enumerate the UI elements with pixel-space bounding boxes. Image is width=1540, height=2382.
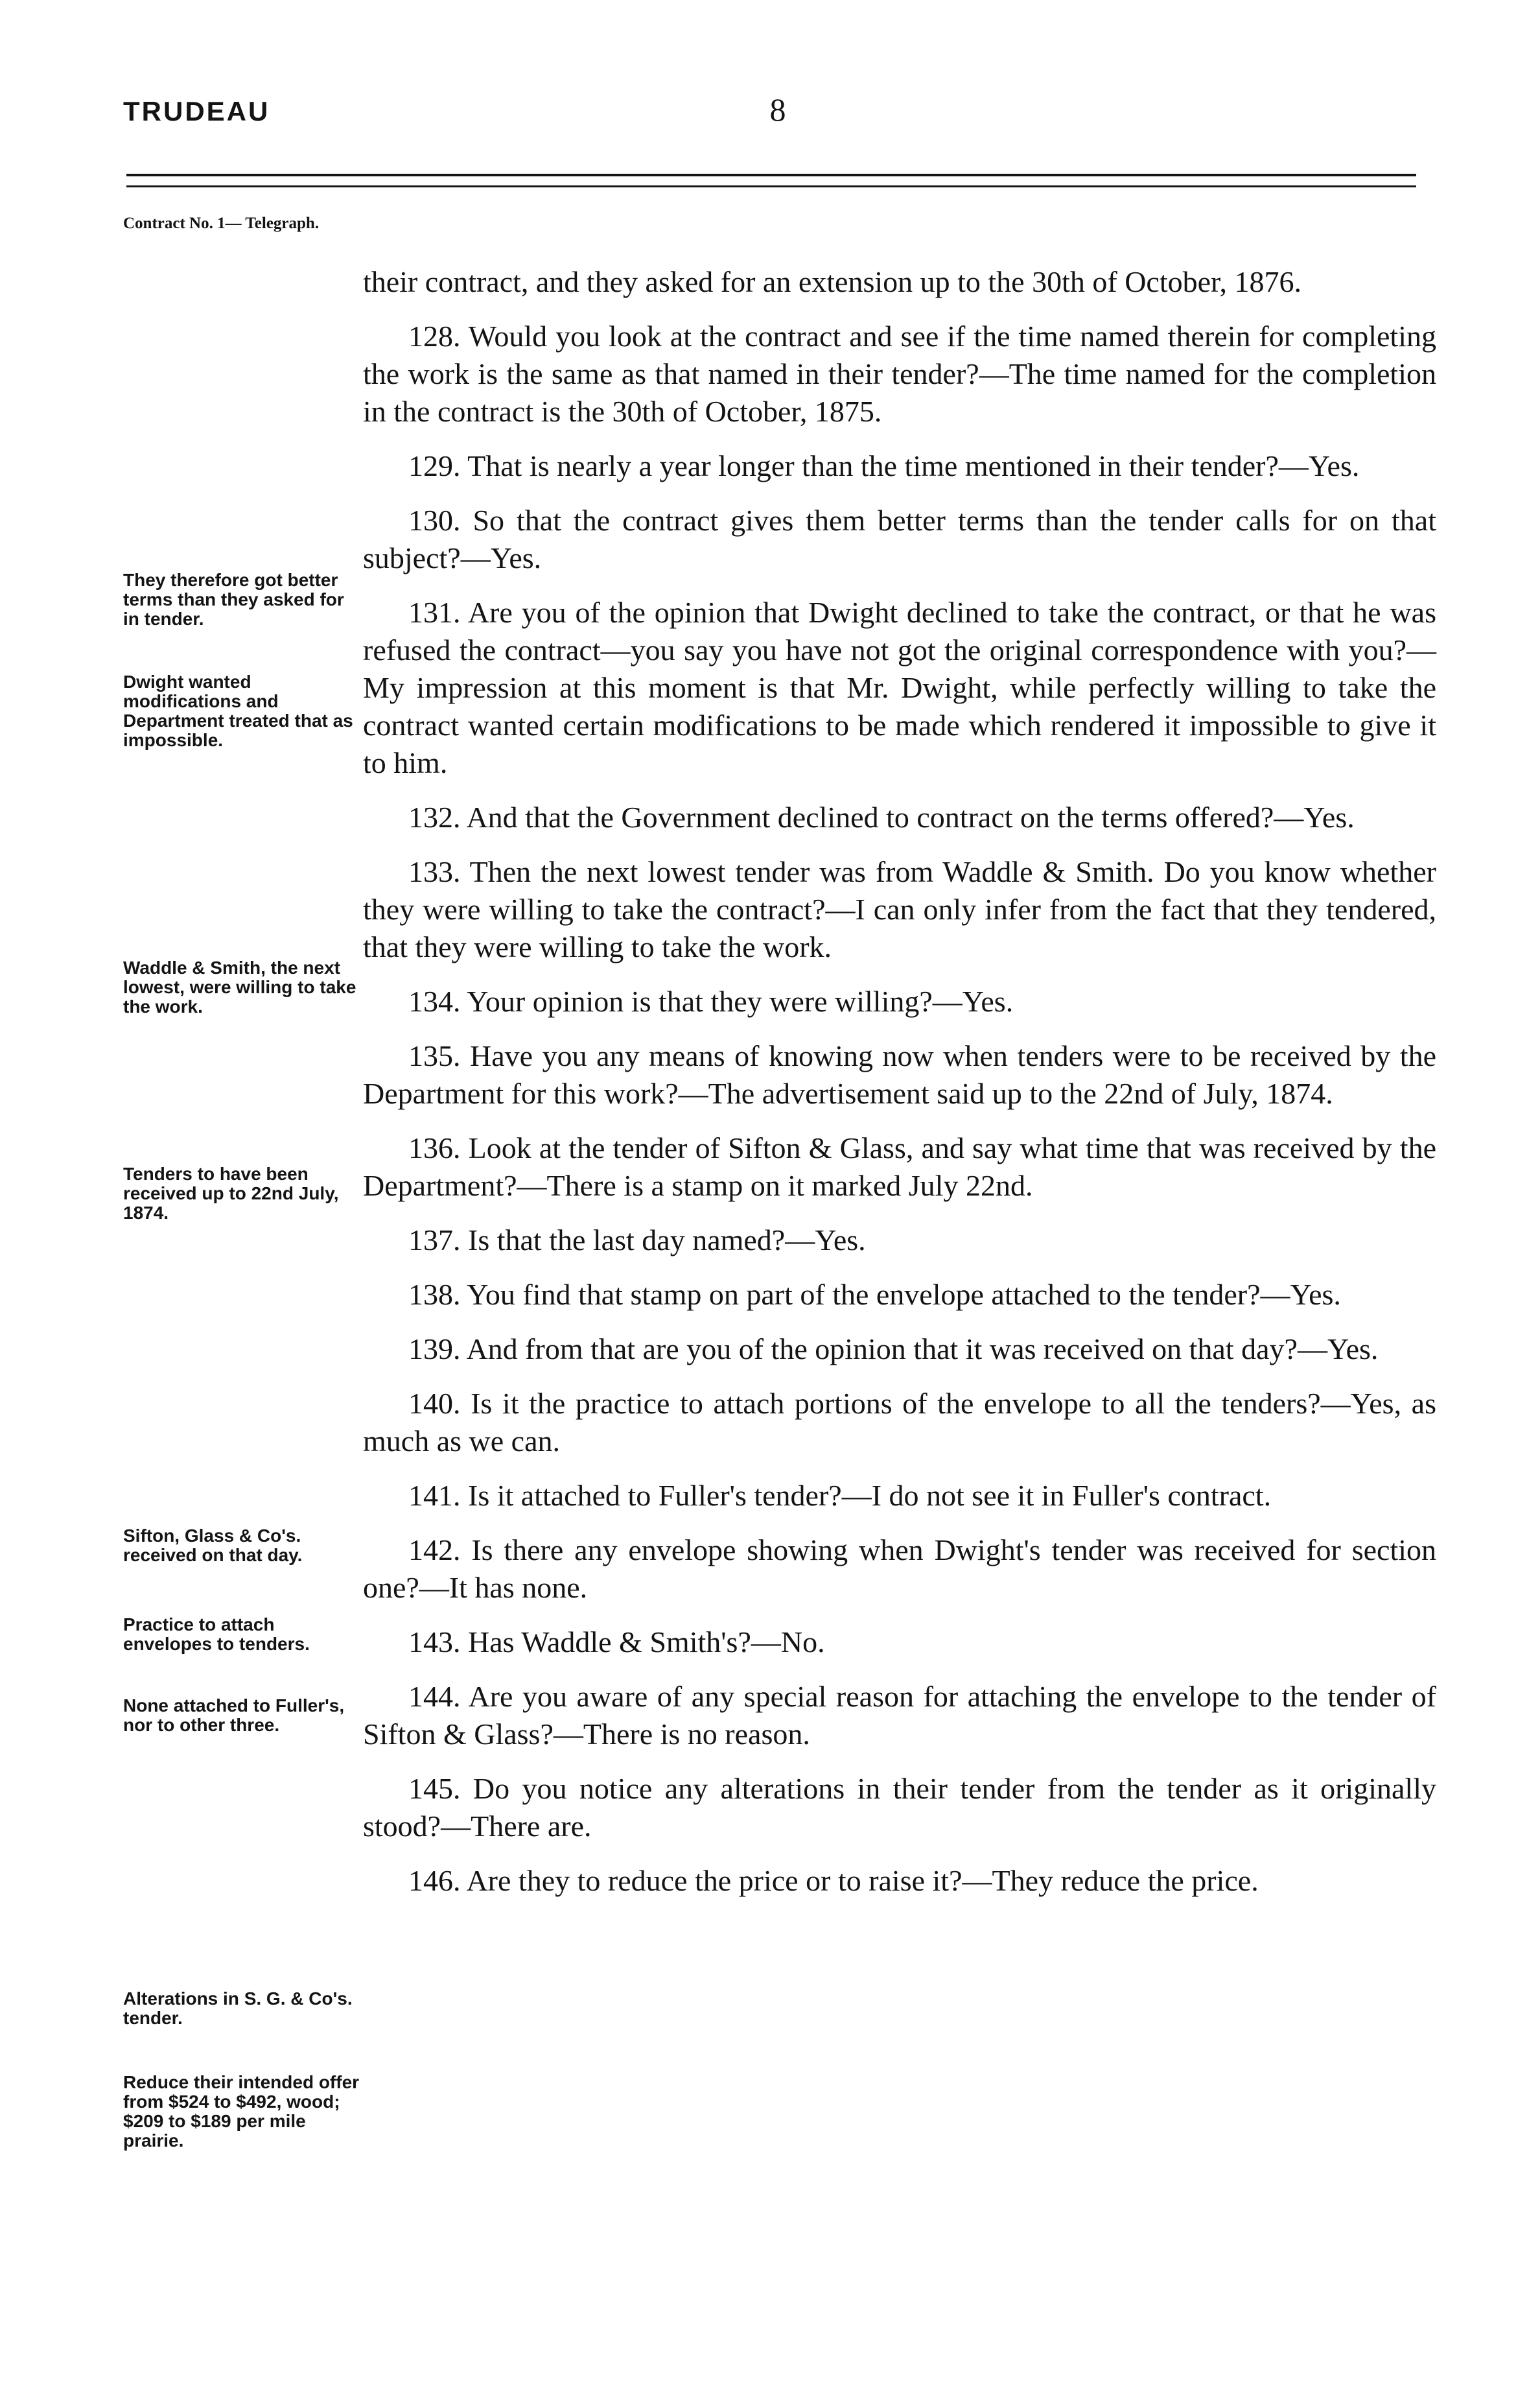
paragraph-q135: 135. Have you any means of knowing now when tenders were to be received by the Department for this work?—The advertisement said up to the 22nd of July, 1874. xyxy=(363,1039,1436,1110)
page-number: 8 xyxy=(769,91,786,128)
margin-note: Practice to attach envelopes to tenders. xyxy=(123,1614,310,1654)
margin-note: Dwight wanted modifications and Department treated that as impossible. xyxy=(123,672,353,750)
margin-note: Alterations in S. G. & Co's. tender. xyxy=(123,1988,353,2028)
section-label: Contract No. 1— Telegraph. xyxy=(123,215,320,232)
paragraph-q132: 132. And that the Government declined to contract on the terms offered?—Yes. xyxy=(408,801,1355,834)
paragraph-q134: 134. Your opinion is that they were willing?—Yes. xyxy=(408,985,1014,1018)
running-title: TRUDEAU xyxy=(123,96,270,126)
paragraph-q133: 133. Then the next lowest tender was from Waddle & Smith. Do you know whether they were willing to take the contract?—I can only infer from the fact that they tendered, that they were willing to take the work. xyxy=(363,855,1436,963)
margin-note: Tenders to have been received up to 22nd July, 1874. xyxy=(123,1164,339,1223)
margin-note: Sifton, Glass & Co's. received on that day. xyxy=(123,1526,303,1565)
paragraph-q142: 142. Is there any envelope showing when Dwight's tender was received for section one?—It has none. xyxy=(363,1533,1436,1604)
paragraph-q146: 146. Are they to reduce the price or to raise it?—They reduce the price. xyxy=(408,1864,1259,1897)
main-text xyxy=(363,263,1436,1916)
paragraph-q140: 140. Is it the practice to attach portions of the envelope to all the tenders?—Yes, as much as we can. xyxy=(363,1387,1436,1457)
margin-note: Reduce their intended offer from $524 to $492, wood; $209 to $189 per mile prairie. xyxy=(123,2072,360,2151)
paragraph-q128: 128. Would you look at the contract and see if the time named therein for completing the work is the same as that named in their tender?—The time named for the completion in the contract is the 30th of October, 1875. xyxy=(363,320,1436,428)
paragraph-q136: 136. Look at the tender of Sifton & Glass, and say what time that was received by the Department?—There is a stamp on it marked July 22nd. xyxy=(363,1131,1436,1202)
paragraph-q143: 143. Has Waddle & Smith's?—No. xyxy=(408,1625,825,1658)
paragraph-q141: 141. Is it attached to Fuller's tender?—I do not see it in Fuller's contract. xyxy=(408,1479,1272,1512)
paragraph-q138: 138. You find that stamp on part of the envelope attached to the tender?—Yes. xyxy=(408,1278,1341,1311)
margin-note: They therefore got better terms than they asked for in tender. xyxy=(123,570,344,629)
paragraph-q131: 131. Are you of the opinion that Dwight declined to take the contract, or that he was refused the contract—you say you have not got the original correspondence with you?—My impression at this moment is that Mr. Dwight, while perfectly willing to take the contract wanted certain modifications to be made which rendered it impossible to give it to him. xyxy=(363,596,1436,779)
paragraph-q137: 137. Is that the last day named?—Yes. xyxy=(408,1223,866,1256)
paragraph-q130: 130. So that the contract gives them better terms than the tender calls for on that subject?—Yes. xyxy=(363,504,1436,574)
paragraph-q144: 144. Are you aware of any special reason for attaching the envelope to the tender of Sifton & Glass?—There is no reason. xyxy=(363,1680,1436,1751)
margin-note: None attached to Fuller's, nor to other three. xyxy=(123,1695,345,1735)
paragraph-q145: 145. Do you notice any alterations in their tender from the tender as it originally stood?—There are. xyxy=(363,1772,1436,1843)
paragraph-q129: 129. That is nearly a year longer than the time mentioned in their tender?—Yes. xyxy=(408,449,1360,482)
paragraph-continuation: their contract, and they asked for an extension up to the 30th of October, 1876. xyxy=(363,265,1302,298)
header-rule-lower xyxy=(126,185,1416,187)
paragraph-q139: 139. And from that are you of the opinion that it was received on that day?—Yes. xyxy=(408,1332,1379,1365)
header-rule xyxy=(126,174,1416,176)
margin-note: Waddle & Smith, the next lowest, were willing to take the work. xyxy=(123,958,356,1017)
